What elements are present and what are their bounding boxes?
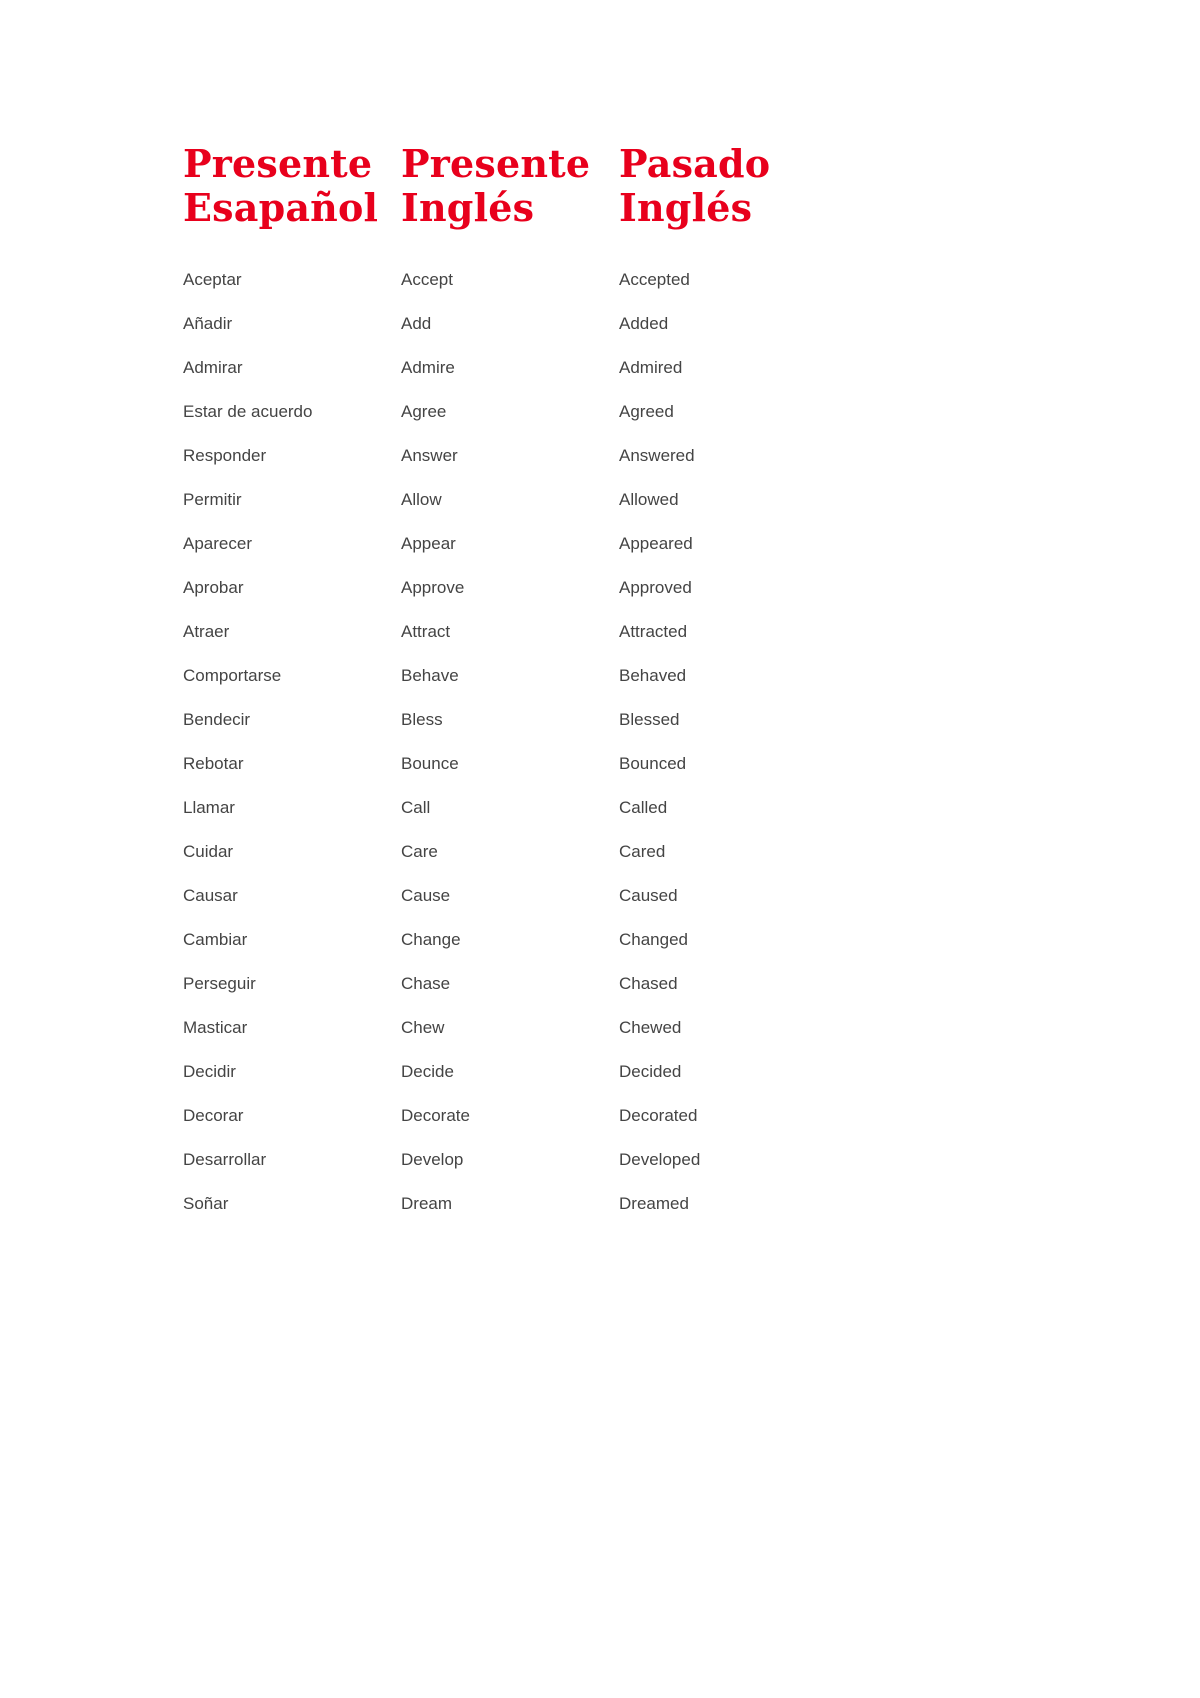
cell-english-present: Call <box>401 798 431 817</box>
cell-english-present: Attract <box>401 622 451 641</box>
header-line: Presente <box>401 141 591 186</box>
cell-spanish-present: Bendecir <box>183 710 251 729</box>
cell-english-present: Allow <box>401 490 442 509</box>
cell-spanish-present: Cambiar <box>183 930 248 949</box>
table-row <box>183 566 803 610</box>
table-row <box>183 1182 803 1226</box>
table-row <box>183 1094 803 1138</box>
cell-spanish-present: Permitir <box>183 490 242 509</box>
cell-english-present: Change <box>401 930 461 949</box>
cell-spanish-present: Cuidar <box>183 842 234 861</box>
cell-english-past: Bounced <box>619 754 687 773</box>
table-row <box>183 698 803 742</box>
cell-english-present: Chase <box>401 974 451 993</box>
cell-english-past: Decorated <box>619 1106 698 1125</box>
cell-english-past: Approved <box>619 578 692 597</box>
cell-spanish-present: Perseguir <box>183 974 256 993</box>
table-body <box>183 258 803 1226</box>
table-row <box>183 522 803 566</box>
cell-spanish-present: Rebotar <box>183 754 244 773</box>
cell-spanish-present: Comportarse <box>183 666 282 685</box>
cell-spanish-present: Atraer <box>183 622 230 641</box>
cell-spanish-present: Aparecer <box>183 534 252 553</box>
table-row <box>183 610 803 654</box>
cell-english-present: Care <box>401 842 438 861</box>
cell-english-present: Appear <box>401 534 456 553</box>
cell-english-past: Behaved <box>619 666 687 685</box>
table-header <box>183 142 803 230</box>
cell-english-present: Develop <box>401 1150 464 1169</box>
header-presente-ingles <box>401 142 619 230</box>
header-line: Presente <box>183 141 373 186</box>
cell-spanish-present: Aceptar <box>183 270 242 289</box>
cell-english-past: Developed <box>619 1150 701 1169</box>
cell-english-past: Accepted <box>619 270 690 289</box>
cell-english-present: Admire <box>401 358 455 377</box>
table-row <box>183 742 803 786</box>
cell-english-present: Bless <box>401 710 443 729</box>
cell-english-past: Attracted <box>619 622 688 641</box>
table-row <box>183 1006 803 1050</box>
table-row <box>183 346 803 390</box>
cell-english-present: Behave <box>401 666 459 685</box>
header-line: Inglés <box>401 185 535 230</box>
cell-english-past: Chased <box>619 974 678 993</box>
cell-english-past: Admired <box>619 358 683 377</box>
header-line: Pasado <box>619 141 771 186</box>
header-presente-espanol <box>183 142 401 230</box>
cell-spanish-present: Decorar <box>183 1106 244 1125</box>
table-row <box>183 1138 803 1182</box>
cell-spanish-present: Soñar <box>183 1194 229 1213</box>
table-row <box>183 390 803 434</box>
cell-english-past: Agreed <box>619 402 674 421</box>
cell-spanish-present: Responder <box>183 446 267 465</box>
cell-spanish-present: Masticar <box>183 1018 248 1037</box>
cell-spanish-present: Estar de acuerdo <box>183 402 313 421</box>
header-line: Esapañol <box>183 185 379 230</box>
cell-english-present: Cause <box>401 886 451 905</box>
cell-spanish-present: Decidir <box>183 1062 236 1081</box>
table-row <box>183 258 803 302</box>
cell-spanish-present: Añadir <box>183 314 233 333</box>
table-row <box>183 874 803 918</box>
cell-english-past: Called <box>619 798 668 817</box>
cell-spanish-present: Admirar <box>183 358 243 377</box>
cell-spanish-present: Llamar <box>183 798 235 817</box>
cell-spanish-present: Causar <box>183 886 238 905</box>
cell-spanish-present: Aprobar <box>183 578 244 597</box>
cell-english-present: Decorate <box>401 1106 470 1125</box>
cell-english-present: Decide <box>401 1062 454 1081</box>
cell-english-present: Add <box>401 314 432 333</box>
cell-english-past: Decided <box>619 1062 682 1081</box>
cell-english-past: Cared <box>619 842 666 861</box>
cell-english-present: Accept <box>401 270 453 289</box>
cell-english-past: Caused <box>619 886 678 905</box>
header-pasado-ingles <box>619 142 799 230</box>
cell-english-present: Agree <box>401 402 447 421</box>
table-row <box>183 1050 803 1094</box>
cell-english-past: Answered <box>619 446 695 465</box>
cell-english-present: Approve <box>401 578 465 597</box>
cell-english-past: Appeared <box>619 534 693 553</box>
cell-english-past: Chewed <box>619 1018 682 1037</box>
cell-english-past: Added <box>619 314 669 333</box>
table-row <box>183 478 803 522</box>
table-row <box>183 830 803 874</box>
cell-english-present: Bounce <box>401 754 459 773</box>
table-row <box>183 434 803 478</box>
cell-english-present: Answer <box>401 446 458 465</box>
header-line: Inglés <box>619 185 753 230</box>
cell-english-past: Allowed <box>619 490 679 509</box>
table-row <box>183 302 803 346</box>
cell-english-past: Dreamed <box>619 1194 689 1213</box>
verb-table <box>183 142 803 1226</box>
table-row <box>183 786 803 830</box>
cell-spanish-present: Desarrollar <box>183 1150 267 1169</box>
cell-english-present: Dream <box>401 1194 453 1213</box>
table-row <box>183 962 803 1006</box>
cell-english-past: Blessed <box>619 710 680 729</box>
table-row <box>183 918 803 962</box>
cell-english-present: Chew <box>401 1018 445 1037</box>
table-row <box>183 654 803 698</box>
cell-english-past: Changed <box>619 930 689 949</box>
